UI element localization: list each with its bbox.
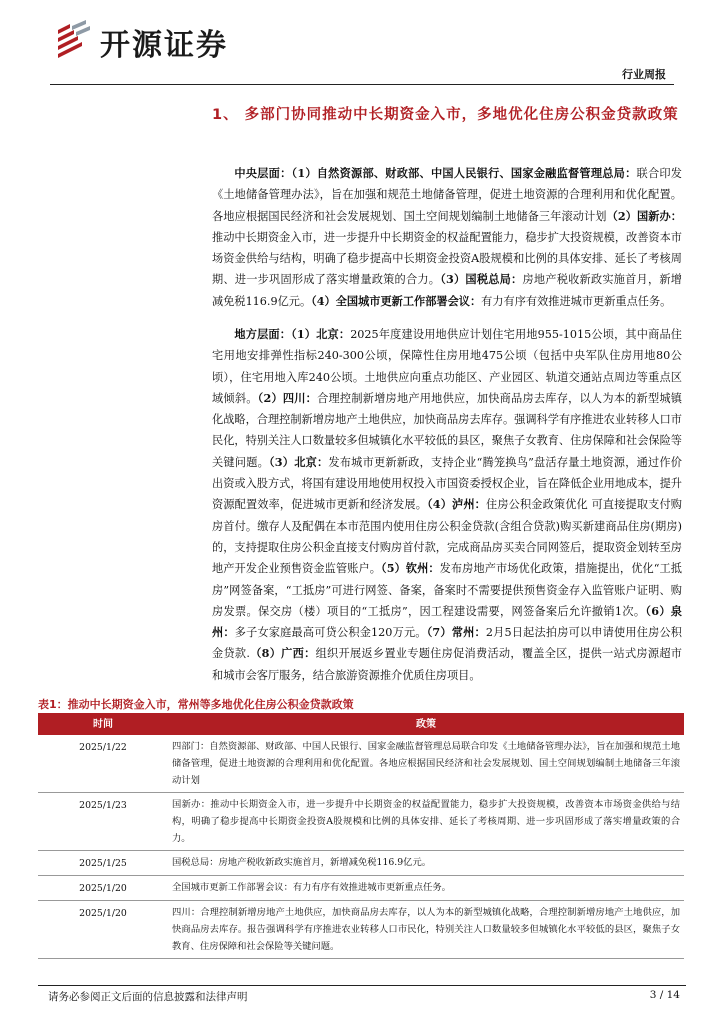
local-s6-title: （6）泉州： [212, 603, 682, 640]
row-date: 2025/1/20 [38, 876, 168, 901]
central-s4-title: （4）全国城市更新工作部署会议： [311, 293, 482, 308]
row-date: 2025/1/20 [38, 901, 168, 959]
table-row [38, 793, 684, 851]
central-s1-text: 联合印发《土地储备管理办法》，旨在加强和规范土地储备管理，促进土地资源的合理利用和优化配置。各地应根据国民经济和社会发展规划、国土空间规划编制土地储备三年滚动计划 [212, 167, 682, 223]
local-s2-title: （2）四川： [257, 390, 318, 405]
footer-divider [38, 985, 686, 986]
report-type-label: 行业周报 [622, 68, 666, 81]
local-level-paragraph [212, 324, 682, 686]
central-s4-text: 有力有序有效推进城市更新重点任务。 [481, 294, 672, 308]
table-row [38, 851, 684, 876]
row-policy: 国税总局：房地产税收新政实施首月，新增减免税116.9亿元。 [168, 851, 684, 876]
central-heading: 中央层面： [234, 166, 292, 180]
table-header-row [38, 713, 684, 735]
page-header [0, 0, 724, 80]
row-policy: 全国城市更新工作部署会议：有力有序有效推进城市更新重点任务。 [168, 876, 684, 901]
row-policy: 四川：合理控制新增房地产土地供应，加快商品房去库存，以人为本的新型城镇化战略，合理控制新增房地产土地供应，加快商品房去库存。报告强调科学有序推进农业转移人口市民化，特别关注人口数量较多但城镇化水平较低的县区，聚焦子女教育、住房保障和社会保险等关键问题。 [168, 901, 684, 959]
local-s1-title: （1）北京： [291, 327, 351, 341]
section-title: 1、 多部门协同推动中长期资金入市，多地优化住房公积金贷款政策 [212, 107, 679, 123]
row-policy: 四部门：自然资源部、财政部、中国人民银行、国家金融监督管理总局联合印发《土地储备管理办法》，旨在加强和规范土地储备管理，促进土地资源的合理利用和优化配置。各地应根据国民经济和社会发展规划、国土空间规划编制土地储备三年滚动计划 [168, 735, 684, 793]
table-row [38, 735, 684, 793]
header-divider [50, 84, 674, 85]
row-date: 2025/1/23 [38, 793, 168, 851]
central-s2-title: （2）国新办： [606, 208, 682, 223]
local-s3-title: （3）北京： [269, 454, 329, 469]
local-s8-title: （8）广西： [249, 646, 316, 661]
table-row [38, 876, 684, 901]
local-s3-text: 发布城市更新新政，支持企业“腾笼换鸟”盘活存量土地资源，通过作价出资或入股方式，将国有建设用地使用权投入市国资委授权企业，旨在降低企业用地成本，提升资源配置效率，促进城市更新和经济发展。 [212, 455, 682, 512]
col-header-time: 时间 [38, 713, 168, 735]
row-date: 2025/1/25 [38, 851, 168, 876]
logo-mark-icon [52, 20, 92, 64]
central-s3-text: 房地产税收新政实施首月，新增减免税116.9亿元。 [212, 273, 682, 308]
local-s5-title: （5）钦州： [381, 561, 440, 576]
local-s1-text: 2025年度建设用地供应计划住宅用地955-1015公顷，其中商品住宅用地安排弹性指标240-300公顷，保障性住房用地475公顷（包括中央军队住房用地80公顷），住宅用地入库240公顷。土地供应向重点功能区、产业园区、轨道交通站点周边等重点区域倾斜。 [212, 328, 682, 405]
company-logo [52, 20, 228, 64]
page-number: 3 / 14 [649, 989, 680, 1001]
table-caption: 表1：推动中长期资金入市，常州等多地优化住房公积金贷款政策 [38, 698, 354, 711]
central-s1-title: 自然资源部、财政部、中国人民银行、国家金融监督管理总局： [316, 166, 637, 180]
footer-disclaimer: 请务必参阅正文后面的信息披露和法律声明 [48, 991, 248, 1003]
central-level-paragraph [212, 163, 682, 312]
central-s3-title: （3）国税总局： [440, 272, 523, 287]
local-s7-text: 2月5日起法拍房可以申请使用住房公积金贷款. [212, 626, 682, 661]
local-s8-text: 组织开展返乡置业专题住房促消费活动，覆盖全区，提供一站式房源超市和城市会客厅服务，结合旅游资源推介优质住房项目。 [212, 647, 682, 682]
local-s7-title: （7）常州： [426, 625, 486, 640]
local-s2-text: 合理控制新增房地产用地供应，加快商品房去库存，以人为本的新型城镇化战略，合理控制新增房地产土地供应，加快商品房去库存。强调科学有序推进农业转移人口市民化，特别关注人口数量较多但城镇化水平较低的县区，聚焦子女教育、住房保障和社会保险等关键问题。 [212, 391, 682, 469]
table-row [38, 901, 684, 959]
local-s6-text: 多子女家庭最高可贷公积金120万元。 [234, 626, 427, 640]
local-s4-text: 住房公积金政策优化 可直接提取支付购房首付。缴存人及配偶在本市范围内使用住房公积金贷款(含组合贷款)购买新建商品住房(期房)的，支持提取住房公积金直接支付购房首付款，完成商品房买卖合同网签后，提取资金划转至房地产开发企业预售资金监管账户。 [212, 498, 682, 576]
company-name: 开源证券 [100, 28, 228, 63]
row-policy: 国新办：推动中长期资金入市，进一步提升中长期资金的权益配置能力，稳步扩大投资规模，改善资本市场资金供给与结构，明确了稳步提高中长期资金投资A股规模和比例的具体安排、延长了考核周期、进一步巩固形成了落实增量政策的合力。 [168, 793, 684, 851]
row-date: 2025/1/22 [38, 735, 168, 793]
central-s2-text: 推动中长期资金入市，进一步提升中长期资金的权益配置能力，稳步扩大投资规模，改善资本市场资金供给与结构，明确了稳步提高中长期资金投资A股规模和比例的具体安排、延长了考核周期、进一步巩固形成了落实增量政策的合力。 [212, 230, 682, 287]
central-s1-num: （1） [291, 166, 317, 180]
local-heading: 地方层面： [234, 327, 292, 341]
local-s4-title: （4）泸州： [427, 497, 486, 512]
col-header-policy: 政策 [168, 713, 684, 735]
policy-table [38, 713, 684, 959]
local-s5-text: 发布房地产市场优化政策，措施提出，优化“工抵房”网签备案，“工抵房”可进行网签、备案，备案时不需要提供预售资金存入监管账户证明、购房发票。保交房（楼）项目的“工抵房”，因工程建设需要，网签备案后允许撤销1次。 [212, 562, 682, 618]
